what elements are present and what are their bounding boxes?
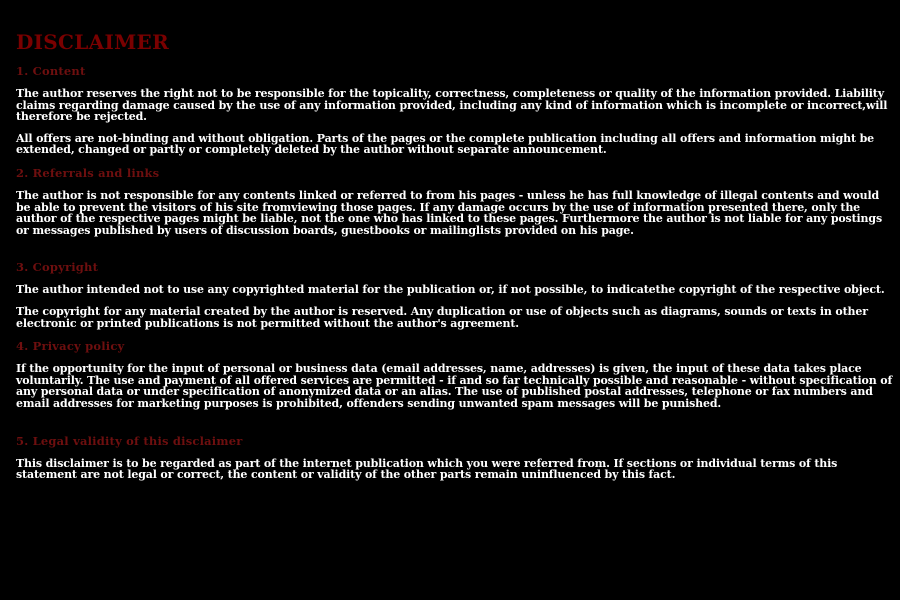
content-paragraph-2: All offers are not-binding and without obligation. Parts of the pages or the complete publication including all offers and information might be extended, changed or partly or completely deleted by the author without separate announcement. (16, 131, 874, 157)
section-heading-legal-validity: 5. Legal validity of this disclaimer (16, 433, 243, 448)
section-heading-content: 1. Content (16, 64, 86, 78)
privacy-paragraph: If the opportunity for the input of personal or business data (email addresses, name, addresses) is given, the input of these data takes place voluntarily. The use and payment of all offered services are permitted - if and so far technically possible and reasonable - without specification of any personal data or under specification of anonymized data or an alias. The use of published postal addresses, telephone or fax numbers and email addresses for marketing purposes is prohibited, offenders sending unwanted spam messages will be punished. (16, 362, 893, 410)
disclaimer-page (16, 30, 894, 491)
section-heading-referrals: 2. Referrals and links (16, 165, 160, 180)
content-paragraph-1: The author reserves the right not to be responsible for the topicality, correctness, completeness or quality of the information provided. Liability claims regarding damage caused by the use of any information provided, including any kind of information which is incomplete or incorrect,will therefore be rejected. (16, 87, 888, 124)
copyright-paragraph-2: The copyright for any material created by the author is reserved. Any duplication or use of objects such as diagrams, sounds or texts in other electronic or printed publications is not permitted without the author's agreement. (16, 304, 868, 330)
referrals-paragraph: The author is not responsible for any contents linked or referred to from his pages - unless he has full knowledge of illegal contents and would be able to prevent the visitors of his site fromviewing those pages. If any damage occurs by the use of information presented there, only the author of the respective pages might be liable, not the one who has linked to these pages. Furthermore the author is not liable for any postings or messages published by users of discussion boards, guestbooks or mailinglists provided on his page. (16, 188, 882, 237)
copyright-paragraph-1: The author intended not to use any copyrighted material for the publication or, if not possible, to indicatethe copyright of the respective object. (16, 283, 885, 297)
page-title: DISCLAIMER (16, 30, 169, 54)
legal-validity-paragraph: This disclaimer is to be regarded as part of the internet publication which you were referred from. If sections or individual terms of this statement are not legal or correct, the content or validity of the other parts remain uninfluenced by this fact. (16, 456, 838, 482)
section-spacer (16, 420, 894, 434)
section-heading-copyright: 3. Copyright (16, 260, 99, 275)
section-heading-privacy: 4. Privacy policy (16, 339, 125, 354)
section-spacer (16, 246, 894, 260)
